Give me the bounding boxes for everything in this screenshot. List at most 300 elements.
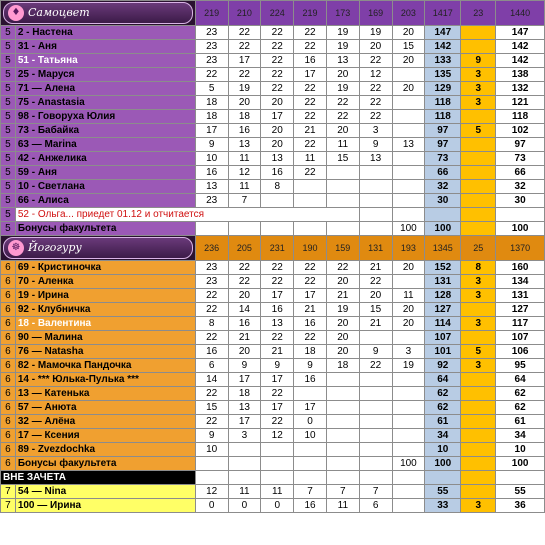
score-cell <box>326 194 359 208</box>
sum-cell: 101 <box>425 345 461 359</box>
header-total: 1345 <box>425 236 461 261</box>
header-total: 236 <box>195 236 228 261</box>
score-cell: 11 <box>326 138 359 152</box>
table-row[interactable] <box>1 40 545 54</box>
sum-cell: 10 <box>425 443 461 457</box>
bonus-cell <box>461 26 496 40</box>
score-cell <box>359 180 392 194</box>
score-cell: 17 <box>261 289 294 303</box>
group-number: 6 <box>1 457 16 471</box>
sum-cell: 30 <box>425 194 461 208</box>
total-cell: 117 <box>496 317 545 331</box>
total-cell: 142 <box>496 40 545 54</box>
group-number: 5 <box>1 124 16 138</box>
score-cell <box>359 222 392 236</box>
score-cell: 17 <box>228 415 261 429</box>
total-cell: 66 <box>496 166 545 180</box>
score-cell: 18 <box>195 96 228 110</box>
score-cell: 22 <box>326 261 359 275</box>
header-total: 219 <box>195 1 228 26</box>
score-cell <box>359 166 392 180</box>
score-cell <box>228 443 261 457</box>
total-cell: 121 <box>496 96 545 110</box>
score-cell: 22 <box>261 415 294 429</box>
faculty-bonus-row <box>1 457 545 471</box>
sum-cell: 32 <box>425 180 461 194</box>
total-cell: 32 <box>496 180 545 194</box>
sum-cell: 152 <box>425 261 461 275</box>
score-cell: 22 <box>294 26 327 40</box>
table-row[interactable] <box>1 261 545 275</box>
table-row[interactable] <box>1 289 545 303</box>
score-cell: 22 <box>195 331 228 345</box>
score-cell: 22 <box>261 54 294 68</box>
score-cell: 20 <box>392 82 425 96</box>
score-cell: 12 <box>359 68 392 82</box>
total-cell: 107 <box>496 331 545 345</box>
score-cell: 22 <box>294 261 327 275</box>
header-total: 23 <box>461 1 496 26</box>
total-cell: 30 <box>496 194 545 208</box>
score-cell <box>326 373 359 387</box>
sum-cell: 107 <box>425 331 461 345</box>
participant-name: 17 — Ксения <box>15 429 195 443</box>
table-row[interactable] <box>1 152 545 166</box>
score-cell: 17 <box>294 289 327 303</box>
score-cell: 9 <box>261 359 294 373</box>
score-cell: 22 <box>261 387 294 401</box>
score-cell: 20 <box>261 138 294 152</box>
score-cell: 8 <box>195 317 228 331</box>
bonus-cell <box>461 443 496 457</box>
participant-name: 54 — Nina <box>15 485 195 499</box>
group-number: 6 <box>1 261 16 275</box>
sum-cell: 135 <box>425 68 461 82</box>
empty-cell <box>496 208 545 222</box>
table-row[interactable] <box>1 401 545 415</box>
score-cell: 7 <box>294 485 327 499</box>
bonus-cell: 3 <box>461 68 496 82</box>
total-cell: 62 <box>496 401 545 415</box>
score-cell <box>392 485 425 499</box>
bonus-cell <box>461 485 496 499</box>
score-cell: 22 <box>195 289 228 303</box>
total-cell: 160 <box>496 261 545 275</box>
score-cell: 20 <box>359 289 392 303</box>
group-number: 5 <box>1 96 16 110</box>
score-cell: 10 <box>195 443 228 457</box>
score-cell: 21 <box>228 331 261 345</box>
score-cell: 22 <box>359 96 392 110</box>
total-cell: 102 <box>496 124 545 138</box>
score-cell: 0 <box>294 415 327 429</box>
score-cell: 20 <box>326 345 359 359</box>
bonus-cell <box>461 180 496 194</box>
score-cell: 100 <box>392 222 425 236</box>
score-cell: 13 <box>228 401 261 415</box>
table-row[interactable] <box>1 26 545 40</box>
score-cell: 7 <box>228 194 261 208</box>
group-number: 6 <box>1 359 16 373</box>
score-cell: 16 <box>294 317 327 331</box>
score-cell: 21 <box>261 345 294 359</box>
group-number: 5 <box>1 138 16 152</box>
group-number: 5 <box>1 40 16 54</box>
score-cell <box>392 373 425 387</box>
score-cell: 20 <box>261 96 294 110</box>
score-cell: 13 <box>326 54 359 68</box>
score-cell <box>359 387 392 401</box>
participant-name: 73 - Бабайка <box>15 124 195 138</box>
participant-name: 10 - Светлана <box>15 180 195 194</box>
score-cell: 20 <box>261 124 294 138</box>
participant-name: 66 - Алиса <box>15 194 195 208</box>
group-number: 5 <box>1 152 16 166</box>
participant-name: 19 - Ирина <box>15 289 195 303</box>
table-row[interactable] <box>1 317 545 331</box>
score-cell: 19 <box>326 82 359 96</box>
score-cell: 22 <box>294 82 327 96</box>
score-cell: 21 <box>359 317 392 331</box>
bonus-cell <box>461 415 496 429</box>
score-cell: 17 <box>294 401 327 415</box>
score-cell <box>195 457 228 471</box>
score-cell: 22 <box>261 261 294 275</box>
score-cell: 22 <box>326 96 359 110</box>
group-number: 5 <box>1 54 16 68</box>
score-cell: 22 <box>359 110 392 124</box>
score-cell: 17 <box>228 54 261 68</box>
score-cell: 22 <box>294 166 327 180</box>
table-row[interactable] <box>1 331 545 345</box>
group-logo <box>1 1 196 26</box>
table-row[interactable] <box>1 359 545 373</box>
score-cell <box>228 222 261 236</box>
score-cell: 20 <box>228 289 261 303</box>
score-cell: 22 <box>359 82 392 96</box>
group-number: 6 <box>1 317 16 331</box>
score-cell: 9 <box>195 429 228 443</box>
group-number: 5 <box>1 68 16 82</box>
score-cell: 15 <box>195 401 228 415</box>
score-cell: 20 <box>228 96 261 110</box>
participant-name: 14 - *** Юлька-Пулька *** <box>15 373 195 387</box>
score-cell: 15 <box>392 40 425 54</box>
total-cell: 106 <box>496 345 545 359</box>
score-cell <box>326 401 359 415</box>
header-total: 173 <box>326 1 359 26</box>
score-cell <box>392 443 425 457</box>
score-cell: 22 <box>228 26 261 40</box>
table-row[interactable] <box>1 485 545 499</box>
score-cell <box>359 443 392 457</box>
group-number: 6 <box>1 373 16 387</box>
bonus-cell: 3 <box>461 82 496 96</box>
empty-cell <box>496 471 545 485</box>
sum-cell: 100 <box>425 222 461 236</box>
group-number: 6 <box>1 429 16 443</box>
score-cell: 18 <box>228 387 261 401</box>
header-total: 205 <box>228 236 261 261</box>
table-row[interactable] <box>1 166 545 180</box>
participant-name: 98 - Говоруха Юлия <box>15 110 195 124</box>
sum-cell: 34 <box>425 429 461 443</box>
score-cell <box>392 499 425 513</box>
header-total: 159 <box>326 236 359 261</box>
score-cell: 9 <box>195 138 228 152</box>
score-cell: 20 <box>392 303 425 317</box>
score-cell: 17 <box>195 124 228 138</box>
score-cell: 16 <box>228 124 261 138</box>
score-cell: 22 <box>359 54 392 68</box>
table-row[interactable] <box>1 303 545 317</box>
bonus-cell: 9 <box>461 54 496 68</box>
participant-name: 89 - Zvezdochka <box>15 443 195 457</box>
sum-cell: 100 <box>425 457 461 471</box>
bonus-cell <box>461 429 496 443</box>
participant-name: 51 - Татьяна <box>15 54 195 68</box>
score-cell: 22 <box>294 275 327 289</box>
score-cell <box>261 443 294 457</box>
group-badge <box>3 2 193 24</box>
table-row[interactable] <box>1 443 545 457</box>
score-cell: 11 <box>294 152 327 166</box>
score-cell: 21 <box>326 289 359 303</box>
score-cell <box>359 429 392 443</box>
sum-cell: 131 <box>425 275 461 289</box>
participant-name: 57 — Анюта <box>15 401 195 415</box>
score-cell: 11 <box>392 289 425 303</box>
table-row[interactable] <box>1 124 545 138</box>
score-cell <box>392 415 425 429</box>
score-cell <box>392 401 425 415</box>
score-cell <box>326 415 359 429</box>
table-row[interactable] <box>1 275 545 289</box>
participant-name: 90 — Малина <box>15 331 195 345</box>
score-cell: 18 <box>326 359 359 373</box>
group-number: 6 <box>1 415 16 429</box>
bonus-cell: 3 <box>461 275 496 289</box>
score-cell: 3 <box>359 124 392 138</box>
score-cell <box>195 222 228 236</box>
bonus-cell <box>461 331 496 345</box>
score-cell: 0 <box>261 499 294 513</box>
score-cell: 20 <box>326 331 359 345</box>
score-cell: 22 <box>326 110 359 124</box>
empty-cell <box>392 471 425 485</box>
group-number: 5 <box>1 26 16 40</box>
score-cell: 22 <box>294 110 327 124</box>
faculty-bonus-row <box>1 222 545 236</box>
sum-cell: 62 <box>425 387 461 401</box>
score-cell: 20 <box>392 54 425 68</box>
score-cell: 13 <box>228 138 261 152</box>
score-cell: 20 <box>359 40 392 54</box>
table-row[interactable] <box>1 345 545 359</box>
bonus-cell <box>461 373 496 387</box>
score-cell: 16 <box>228 317 261 331</box>
score-cell: 22 <box>195 68 228 82</box>
score-cell: 18 <box>294 345 327 359</box>
table-row[interactable] <box>1 82 545 96</box>
score-cell <box>392 152 425 166</box>
sum-cell: 33 <box>425 499 461 513</box>
header-total: 25 <box>461 236 496 261</box>
participant-name: 71 — Алена <box>15 82 195 96</box>
table-row[interactable] <box>1 96 545 110</box>
header-total: 1440 <box>496 1 545 26</box>
bonus-cell: 3 <box>461 359 496 373</box>
empty-cell <box>228 471 261 485</box>
score-cell: 9 <box>228 359 261 373</box>
score-cell: 10 <box>195 152 228 166</box>
group-title: Йогогуру <box>28 241 82 254</box>
score-cell: 19 <box>228 82 261 96</box>
total-cell: 134 <box>496 275 545 289</box>
group-logo <box>1 236 196 261</box>
header-total: 169 <box>359 1 392 26</box>
group-number: 5 <box>1 166 16 180</box>
score-cell <box>326 429 359 443</box>
score-cell: 11 <box>228 485 261 499</box>
sum-cell: 73 <box>425 152 461 166</box>
group-number: 5 <box>1 194 16 208</box>
group-badge <box>3 237 193 259</box>
score-cell: 22 <box>261 26 294 40</box>
bonus-cell <box>461 303 496 317</box>
score-cell <box>326 166 359 180</box>
score-cell <box>359 331 392 345</box>
participant-name: 42 - Анжелика <box>15 152 195 166</box>
group-number: 6 <box>1 401 16 415</box>
score-cell: 19 <box>326 26 359 40</box>
note-text: 52 - Ольга... приедет 01.12 и отчитается <box>15 208 359 222</box>
total-cell: 62 <box>496 387 545 401</box>
total-cell: 36 <box>496 499 545 513</box>
score-cell <box>359 415 392 429</box>
total-cell: 100 <box>496 222 545 236</box>
score-cell: 21 <box>359 261 392 275</box>
empty-cell <box>425 208 461 222</box>
score-cell: 0 <box>228 499 261 513</box>
table-row[interactable] <box>1 373 545 387</box>
sum-cell: 92 <box>425 359 461 373</box>
table-row[interactable] <box>1 54 545 68</box>
table-row[interactable] <box>1 415 545 429</box>
header-total: 231 <box>261 236 294 261</box>
sum-cell: 97 <box>425 138 461 152</box>
table-row[interactable] <box>1 138 545 152</box>
empty-cell <box>294 471 327 485</box>
score-cell <box>261 194 294 208</box>
header-total: 219 <box>294 1 327 26</box>
participant-name: 13 — Катенька <box>15 387 195 401</box>
score-cell: 18 <box>195 110 228 124</box>
score-cell: 23 <box>195 261 228 275</box>
bonus-cell <box>461 194 496 208</box>
sum-cell: 133 <box>425 54 461 68</box>
score-cell: 22 <box>261 40 294 54</box>
group-number: 6 <box>1 387 16 401</box>
sum-cell: 61 <box>425 415 461 429</box>
score-cell: 22 <box>359 359 392 373</box>
total-cell: 10 <box>496 443 545 457</box>
score-cell: 22 <box>195 415 228 429</box>
score-cell <box>326 387 359 401</box>
score-cell: 0 <box>195 499 228 513</box>
group-number: 7 <box>1 499 16 513</box>
table-row[interactable] <box>1 110 545 124</box>
score-cell: 6 <box>359 499 392 513</box>
total-cell: 147 <box>496 26 545 40</box>
total-cell: 73 <box>496 152 545 166</box>
table-row[interactable] <box>1 194 545 208</box>
score-cell <box>392 194 425 208</box>
score-cell: 100 <box>392 457 425 471</box>
score-cell: 15 <box>359 303 392 317</box>
header-total: 1417 <box>425 1 461 26</box>
empty-cell <box>195 471 228 485</box>
participant-name: 63 — Marina <box>15 138 195 152</box>
score-cell: 20 <box>326 317 359 331</box>
participant-name: 70 - Аленка <box>15 275 195 289</box>
score-cell: 22 <box>228 40 261 54</box>
score-cell: 13 <box>392 138 425 152</box>
score-cell <box>326 222 359 236</box>
group-number: 6 <box>1 331 16 345</box>
group-header-row <box>1 1 545 26</box>
participant-name: 76 — Natasha <box>15 345 195 359</box>
score-cell: 12 <box>228 166 261 180</box>
score-cell: 14 <box>228 303 261 317</box>
score-cell <box>392 68 425 82</box>
bonus-cell: 5 <box>461 124 496 138</box>
bonus-label: Бонусы факультета <box>15 457 195 471</box>
table-row[interactable] <box>1 68 545 82</box>
table-row[interactable] <box>1 387 545 401</box>
score-cell: 15 <box>326 152 359 166</box>
participant-name: 31 - Аня <box>15 40 195 54</box>
bonus-cell: 3 <box>461 317 496 331</box>
sum-cell: 114 <box>425 317 461 331</box>
score-cell: 20 <box>326 275 359 289</box>
group-number: 5 <box>1 110 16 124</box>
bonus-cell <box>461 166 496 180</box>
score-cell: 22 <box>294 40 327 54</box>
bonus-cell <box>461 152 496 166</box>
sum-cell: 64 <box>425 373 461 387</box>
table-row[interactable] <box>1 180 545 194</box>
score-cell: 22 <box>261 82 294 96</box>
score-cell: 20 <box>392 317 425 331</box>
score-cell: 17 <box>261 373 294 387</box>
score-cell: 11 <box>261 485 294 499</box>
total-cell: 61 <box>496 415 545 429</box>
score-cell: 23 <box>195 275 228 289</box>
group-number: 5 <box>1 82 16 96</box>
score-cell: 21 <box>294 124 327 138</box>
participant-name: 59 - Аня <box>15 166 195 180</box>
score-cell: 20 <box>392 261 425 275</box>
out-of-competition-header <box>1 471 545 485</box>
header-total: 203 <box>392 1 425 26</box>
table-row[interactable] <box>1 429 545 443</box>
group-number: 6 <box>1 443 16 457</box>
score-cell: 22 <box>228 275 261 289</box>
participant-name: 25 - Маруся <box>15 68 195 82</box>
table-row[interactable] <box>1 499 545 513</box>
sum-cell: 97 <box>425 124 461 138</box>
